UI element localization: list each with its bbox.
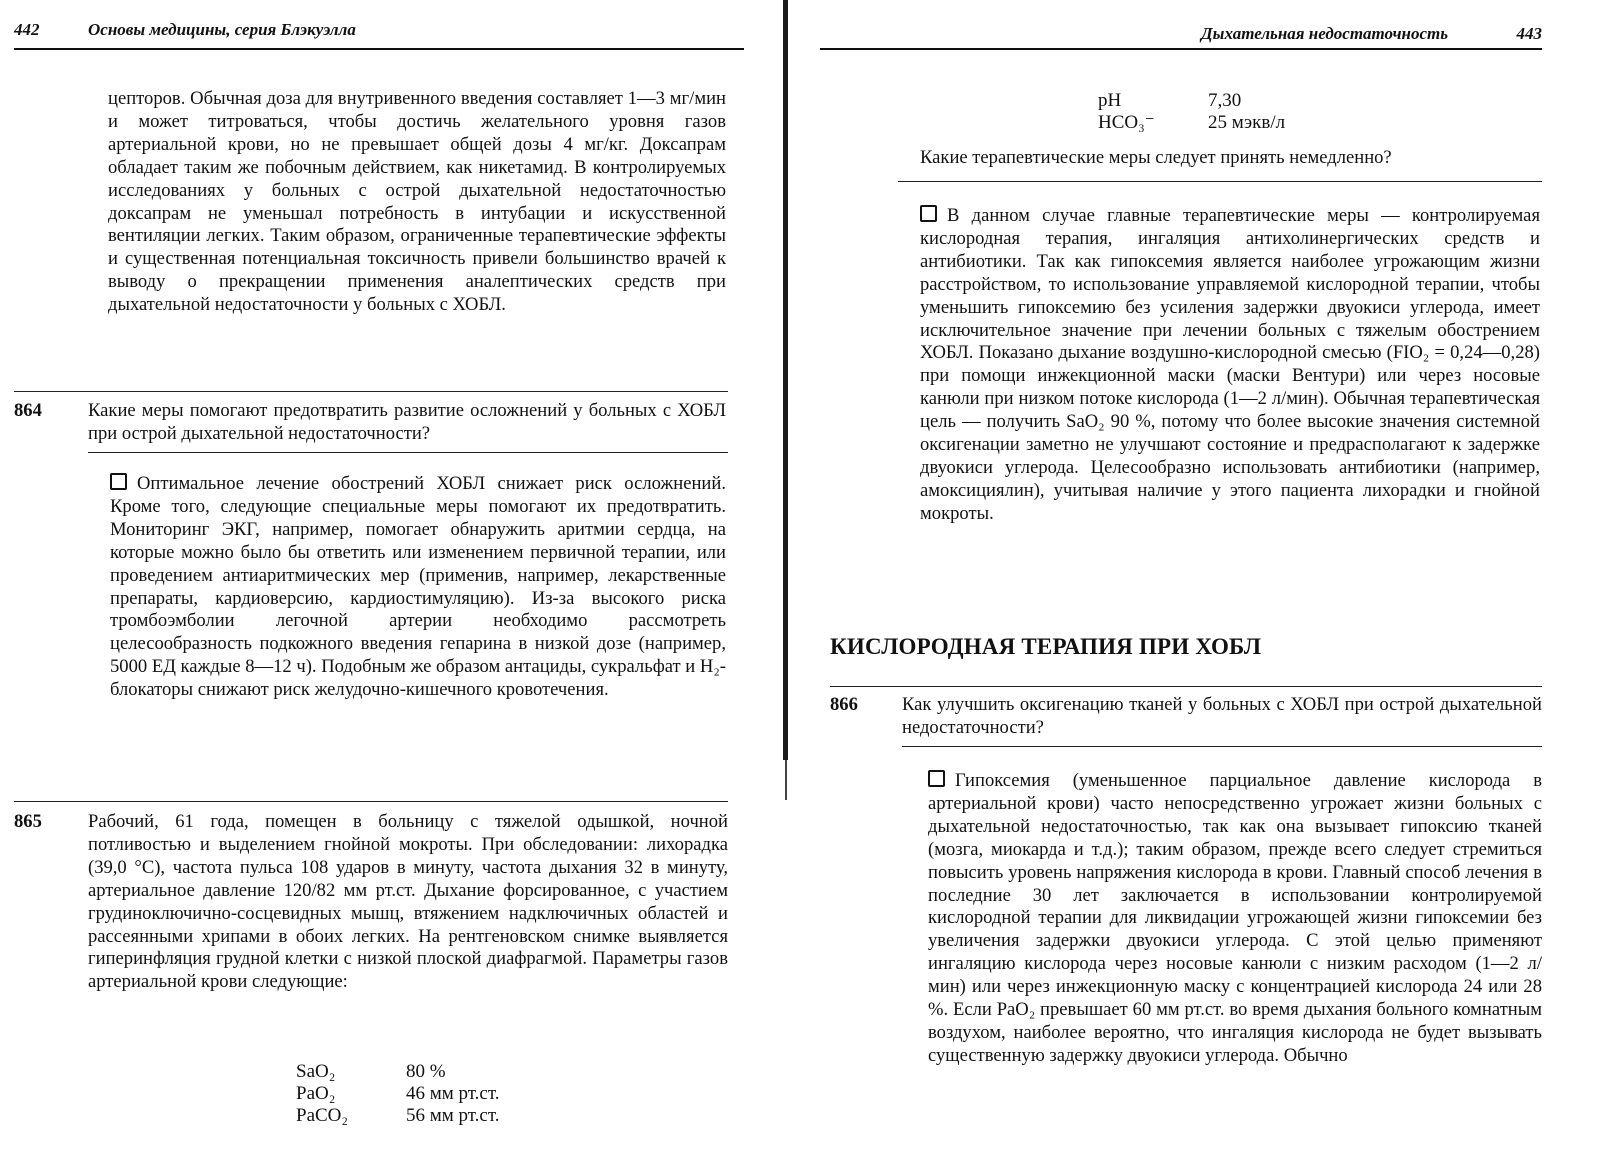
book-spine-shadow <box>785 760 787 800</box>
value-value: 25 мэкв/л <box>1208 112 1286 133</box>
value-value: 56 мм рт.ст. <box>406 1105 500 1126</box>
left-running-title: Основы медицины, серия Блэкуэлла <box>88 20 356 39</box>
question-number-866: 866 <box>830 694 858 715</box>
answer-864-text: Оптимальное лечение обострений ХОБЛ снижает риск осложнений. Кроме того, следующие специальные меры помогают их предотвратить. Мониторинг ЭКГ, например, помогает обнаружить аритмии сердца, на которые можно было бы ответить или изменением первичной терапии, или проведением антиаритмических мер (применив, например, лекарственные препараты, кардиоверсию, кардиостимуляцию). Из-за высокого риска тромбоэмболии легочной артерии необходимо рассмотреть целесообразность подкожного введения гепарина в низкой дозе (например, 5000 ЕД каждые 8—12 ч). Подобным же образом антациды, сукральфат и H₂-блокаторы снижают риск желудочно-кишечного кровотечения. <box>110 473 726 701</box>
value-value: 46 мм рт.ст. <box>406 1083 500 1104</box>
value-row <box>1098 90 1285 112</box>
question-865-text: Рабочий, 61 года, помещен в больницу с тяжелой одышкой, ночной потливостью и выделением гнойной мокроты. При обследовании: лихорадка (39,0 °С), частота пульса 108 ударов в минуту, частота дыхания 32 в минуту, артериальное давление 120/82 мм рт.ст. Дыхание форсированное, с участием грудиноключично-сосцевидных мышц, втяжением надключичных областей и рассеянными хрипами в обоих легких. На рентгеновском снимке выявляется гиперинфляция грудной клетки с низкой плоской диафрагмой. Параметры газов артериальной крови следующие: <box>88 811 728 993</box>
answer-checkbox-icon <box>110 473 127 490</box>
value-row <box>296 1105 499 1127</box>
value-row <box>296 1083 499 1105</box>
value-value: 7,30 <box>1208 90 1242 111</box>
answer-checkbox-icon <box>928 770 945 787</box>
answer-866 <box>928 770 1542 1068</box>
left-page-header <box>14 18 744 50</box>
value-row <box>296 1061 499 1083</box>
value-value: 80 % <box>406 1061 446 1082</box>
book-spine <box>783 0 788 760</box>
left-page-number: 442 <box>14 20 40 39</box>
question-divider <box>830 686 1542 687</box>
value-row <box>1098 112 1285 134</box>
continuation-paragraph: цепторов. Обычная доза для внутривенного введения составляет 1—3 мг/мин и может титроваться, чтобы достичь желательного уровня газов артериальной крови, но не превышает общей дозы 4 мг/кг. Доксапрам обладает таким же побочным действием, как никетамид. В контролируемых исследованиях у больных с острой дыхательной недостаточностью доксапрам не уменьшал потребность в интубации и искусственной вентиляции легких. Таким образом, ограниченные терапевтические эффекты и существенная потенциальная токсичность привели большинство врачей к выводу о прекращении применения аналептических средств при дыхательной недостаточности у больных с ХОБЛ. <box>108 88 726 316</box>
blood-gas-values <box>296 1061 499 1127</box>
answer-865-text: В данном случае главные терапевтические меры — контролируемая кислородная терапия, ингаляция антихолинергических средств и антибиотики. Так как гипоксемия является наиболее угрожающим жизни расстройством, то использование управляемой кислородной терапии, чтобы уменьшить гипоксемию без усиления задержки двуокиси углерода, имеет исключительное значение при лечении больных с тяжелым обострением ХОБЛ. Показано дыхание воздушно-кислородной смесью (FIO₂ = 0,24—0,28) при помощи инжекционной маски (маски Вентури) или через носовые канюли при низком потоке кислорода (1—2 л/мин). Обычная терапевтическая цель — получить SaO₂ 90 %, потому что более высокие значения системной оксигенации заметно не улучшают состояние и предрасполагают к задержке двуокиси углерода. Целесообразно использовать антибиотики (например, амоксициялин), учитывая наличие у этого пациента лихорадки и гнойной мокроты. <box>920 205 1540 524</box>
value-key: PaCO₂ <box>296 1105 349 1126</box>
question-underline <box>898 181 1542 182</box>
right-page <box>820 0 1601 1172</box>
value-key: pH <box>1098 90 1122 111</box>
right-page-number: 443 <box>1516 24 1542 43</box>
question-underline <box>902 746 1542 747</box>
answer-checkbox-icon <box>920 205 937 222</box>
question-divider <box>14 801 728 802</box>
value-key: SaO₂ <box>296 1061 336 1082</box>
question-866-text: Как улучшить оксигенацию тканей у больных с ХОБЛ при острой дыхательной недостаточности? <box>902 694 1542 738</box>
section-title: КИСЛОРОДНАЯ ТЕРАПИЯ ПРИ ХОБЛ <box>830 634 1262 659</box>
question-underline <box>88 452 728 453</box>
right-page-header <box>820 18 1542 50</box>
question-number-864: 864 <box>14 400 42 421</box>
answer-864 <box>110 473 726 702</box>
right-running-title: Дыхательная недостаточность <box>1201 24 1448 43</box>
question-865-continuation: Какие терапевтические меры следует принять немедленно? <box>920 147 1392 168</box>
answer-865 <box>920 205 1540 526</box>
question-divider <box>14 391 728 392</box>
blood-gas-values-cont <box>1098 90 1285 134</box>
answer-866-text: Гипоксемия (уменьшенное парциальное давление кислорода в артериальной крови) часто непосредственно угрожает жизни больных с дыхательной недостаточностью, так как она вызывает гипоксию тканей (мозга, миокарда и т.д.); таким образом, прежде всего следует стремиться повысить уровень напряжения кислорода в крови. Главный способ лечения в последние 30 лет заключается в использовании контролируемой кислородной терапии для ликвидации угрожающей жизни гипоксемии без увеличения задержки двуокиси углерода. С этой целью применяют ингаляцию кислорода через носовые канюли с низким расходом (1—2 л/мин) или через инжекционную маску с концентрацией кислорода 24 или 28 %. Если PaO₂ превышает 60 мм рт.ст. во время дыхания больного комнатным воздухом, наиболее вероятно, что ингаляция кислорода не будет вызывать существенную задержку двуокиси углерода. Обычно <box>928 770 1542 1066</box>
question-number-865: 865 <box>14 811 42 832</box>
question-864-text: Какие меры помогают предотвратить развитие осложнений у больных с ХОБЛ при острой дыхательной недостаточности? <box>88 400 726 444</box>
value-key: PaO₂ <box>296 1083 336 1104</box>
value-key: HCO₃⁻ <box>1098 112 1155 133</box>
left-page <box>0 0 780 1172</box>
